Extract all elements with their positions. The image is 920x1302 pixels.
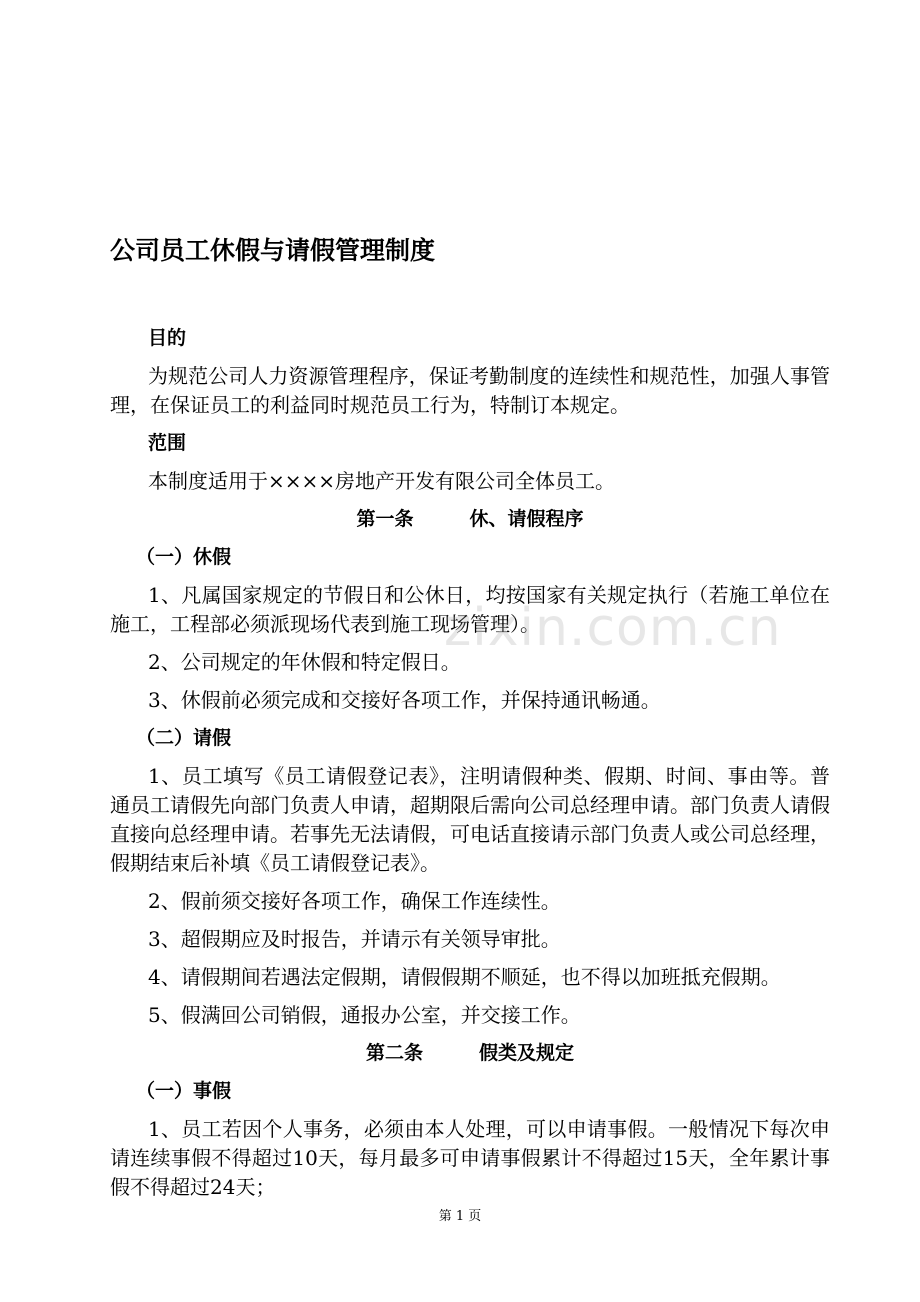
leave-item: 3、休假前必须完成和交接好各项工作，并保持通讯畅通。 bbox=[148, 688, 661, 712]
request-item: 4、请假期间若遇法定假期，请假假期不顺延，也不得以加班抵充假期。 bbox=[148, 965, 781, 989]
scope-heading: 范围 bbox=[148, 432, 187, 454]
purpose-heading: 目的 bbox=[148, 327, 187, 349]
leave-item: 1、凡属国家规定的节假日和公休日，均按国家有关规定执行（若施工单位在施工，工程部必须派现场代表到施工现场管理）。 bbox=[110, 583, 830, 636]
watermark: zixin.com.cn bbox=[444, 598, 782, 658]
request-item: 1、员工填写《员工请假登记表》，注明请假种类、假期、时间、事由等。普通员工请假先向部门负责人申请，超期限后需向公司总经理申请。部门负责人请假直接向总经理申请。若事先无法请假，可电话直接请示部门负责人或公司总经理，假期结束后补填《员工请假登记表》。 bbox=[110, 764, 830, 875]
request-item: 3、超假期应及时报告，并请示有关领导审批。 bbox=[148, 927, 561, 951]
article-2-heading bbox=[110, 1039, 830, 1068]
document-title: 公司员工休假与请假管理制度 bbox=[110, 236, 436, 265]
personal-leave-heading: （一）事假 bbox=[136, 1080, 232, 1102]
document-body bbox=[110, 324, 830, 1211]
purpose-paragraph: 为规范公司人力资源管理程序，保证考勤制度的连续性和规范性，加强人事管理，在保证员工的利益同时规范员工行为，特制订本规定。 bbox=[110, 364, 830, 417]
article-2-title: 假类及规定 bbox=[479, 1042, 575, 1064]
leave-item: 2、公司规定的年休假和特定假日。 bbox=[148, 650, 461, 674]
article-1-number: 第一条 bbox=[356, 508, 414, 530]
request-item: 5、假满回公司销假，通报办公室，并交接工作。 bbox=[148, 1003, 581, 1027]
personal-leave-item: 1、员工若因个人事务，必须由本人处理，可以申请事假。一般情况下每次申请连续事假不得超过10天，每月最多可申请事假累计不得超过15天，全年累计事假不得超过24天； bbox=[110, 1117, 830, 1199]
article-2-number: 第二条 bbox=[365, 1042, 423, 1064]
article-1-title: 休、请假程序 bbox=[469, 508, 584, 530]
request-item: 2、假前须交接好各项工作，确保工作连续性。 bbox=[148, 889, 561, 913]
page-number: 第 1 页 bbox=[438, 1209, 482, 1224]
scope-paragraph: 本制度适用于××××房地产开发有限公司全体员工。 bbox=[148, 469, 616, 493]
leave-heading: （一）休假 bbox=[136, 546, 232, 568]
article-1-heading bbox=[110, 505, 830, 534]
request-heading: （二）请假 bbox=[136, 727, 232, 749]
